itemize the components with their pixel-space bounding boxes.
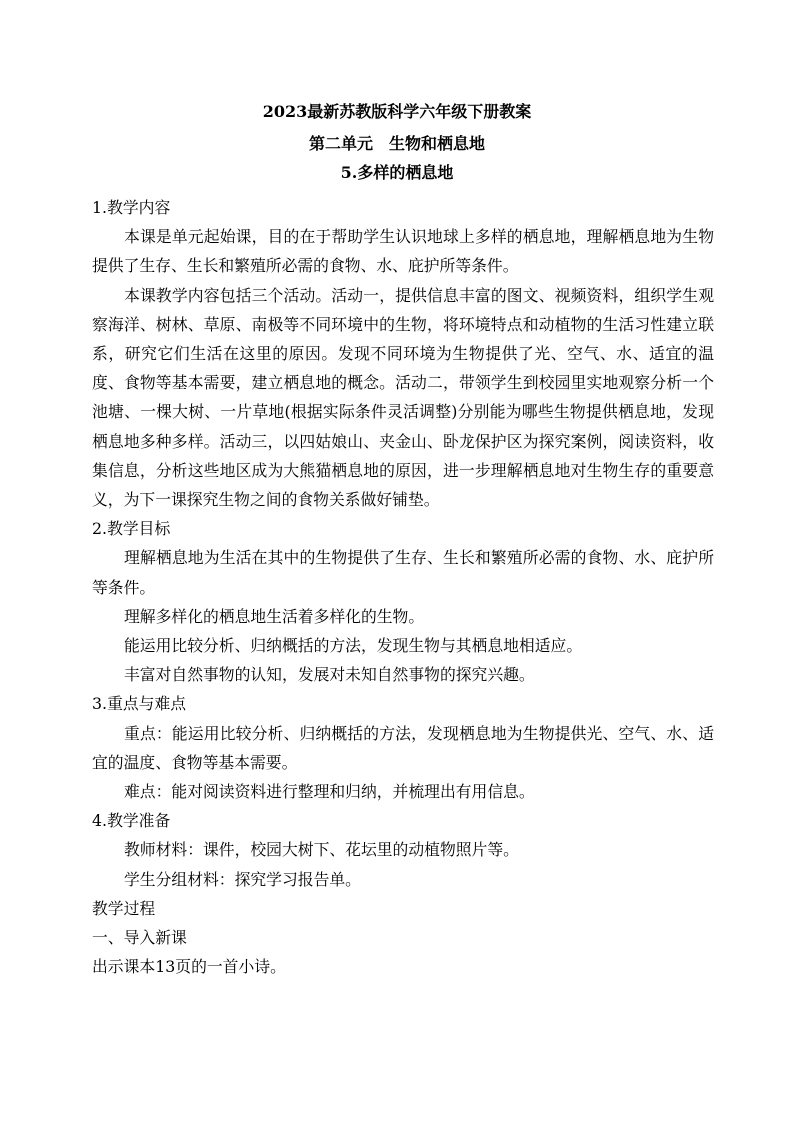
paragraph: 本课教学内容包括三个活动。活动一，提供信息丰富的图文、视频资料，组织学生观察海洋、树林、草原、南极等不同环境中的生物，将环境特点和动植物的生活习性建立联系，研究它们生活在这里的原因。发现不同环境为生物提供了光、空气、水、适宜的温度、食物等基本需要，建立栖息地的概念。活动二，带领学生到校园里实地观察分析一个池塘、一棵大树、一片草地(根据实际条件灵活调整)分别能为哪些生物提供栖息地，发现栖息地多种多样。活动三，以四姑娘山、夹金山、卧龙保护区为探究案例，阅读资料，收集信息，分析这些地区成为大熊猫栖息地的原因，进一步理解栖息地对生物生存的重要意义，为下一课探究生物之间的食物关系做好铺垫。 [92, 285, 714, 510]
paragraph: 难点：能对阅读资料进行整理和归纳，并梳理出有用信息。 [124, 782, 535, 802]
document-body [92, 193, 714, 981]
paragraph: 理解多样化的栖息地生活着多样化的生物。 [124, 606, 425, 626]
section-heading-introduction: 一、导入新课 [92, 928, 187, 948]
paragraph: 重点：能运用比较分析、归纳概括的方法，发现栖息地为生物提供光、空气、水、适宜的温度、食物等基本需要。 [92, 723, 714, 772]
paragraph: 丰富对自然事物的认知，发展对未知自然事物的探究兴趣。 [124, 665, 535, 685]
paragraph: 教师材料：课件，校园大树下、花坛里的动植物照片等。 [124, 840, 519, 860]
paragraph: 学生分组材料：探究学习报告单。 [124, 869, 361, 889]
unit-title: 第二单元 生物和栖息地 [308, 134, 485, 153]
paragraph: 理解栖息地为生活在其中的生物提供了生存、生长和繁殖所必需的食物、水、庇护所等条件。 [92, 548, 714, 597]
section-heading-key-points: 3.重点与难点 [92, 694, 187, 714]
section-heading-teaching-goals: 2.教学目标 [92, 519, 171, 539]
section-heading-teaching-process: 教学过程 [92, 898, 156, 918]
document-title: 2023最新苏教版科学六年级下册教案 [262, 102, 532, 121]
paragraph: 出示课本13页的一首小诗。 [92, 957, 286, 977]
section-heading-teaching-content: 1.教学内容 [92, 198, 171, 217]
paragraph: 本课是单元起始课，目的在于帮助学生认识地球上多样的栖息地，理解栖息地为生物提供了生存、生长和繁殖所必需的食物、水、庇护所等条件。 [92, 227, 714, 276]
section-heading-preparation: 4.教学准备 [92, 811, 171, 831]
paragraph: 能运用比较分析、归纳概括的方法，发现生物与其栖息地相适应。 [124, 636, 583, 656]
lesson-title: 5.多样的栖息地 [340, 163, 454, 182]
